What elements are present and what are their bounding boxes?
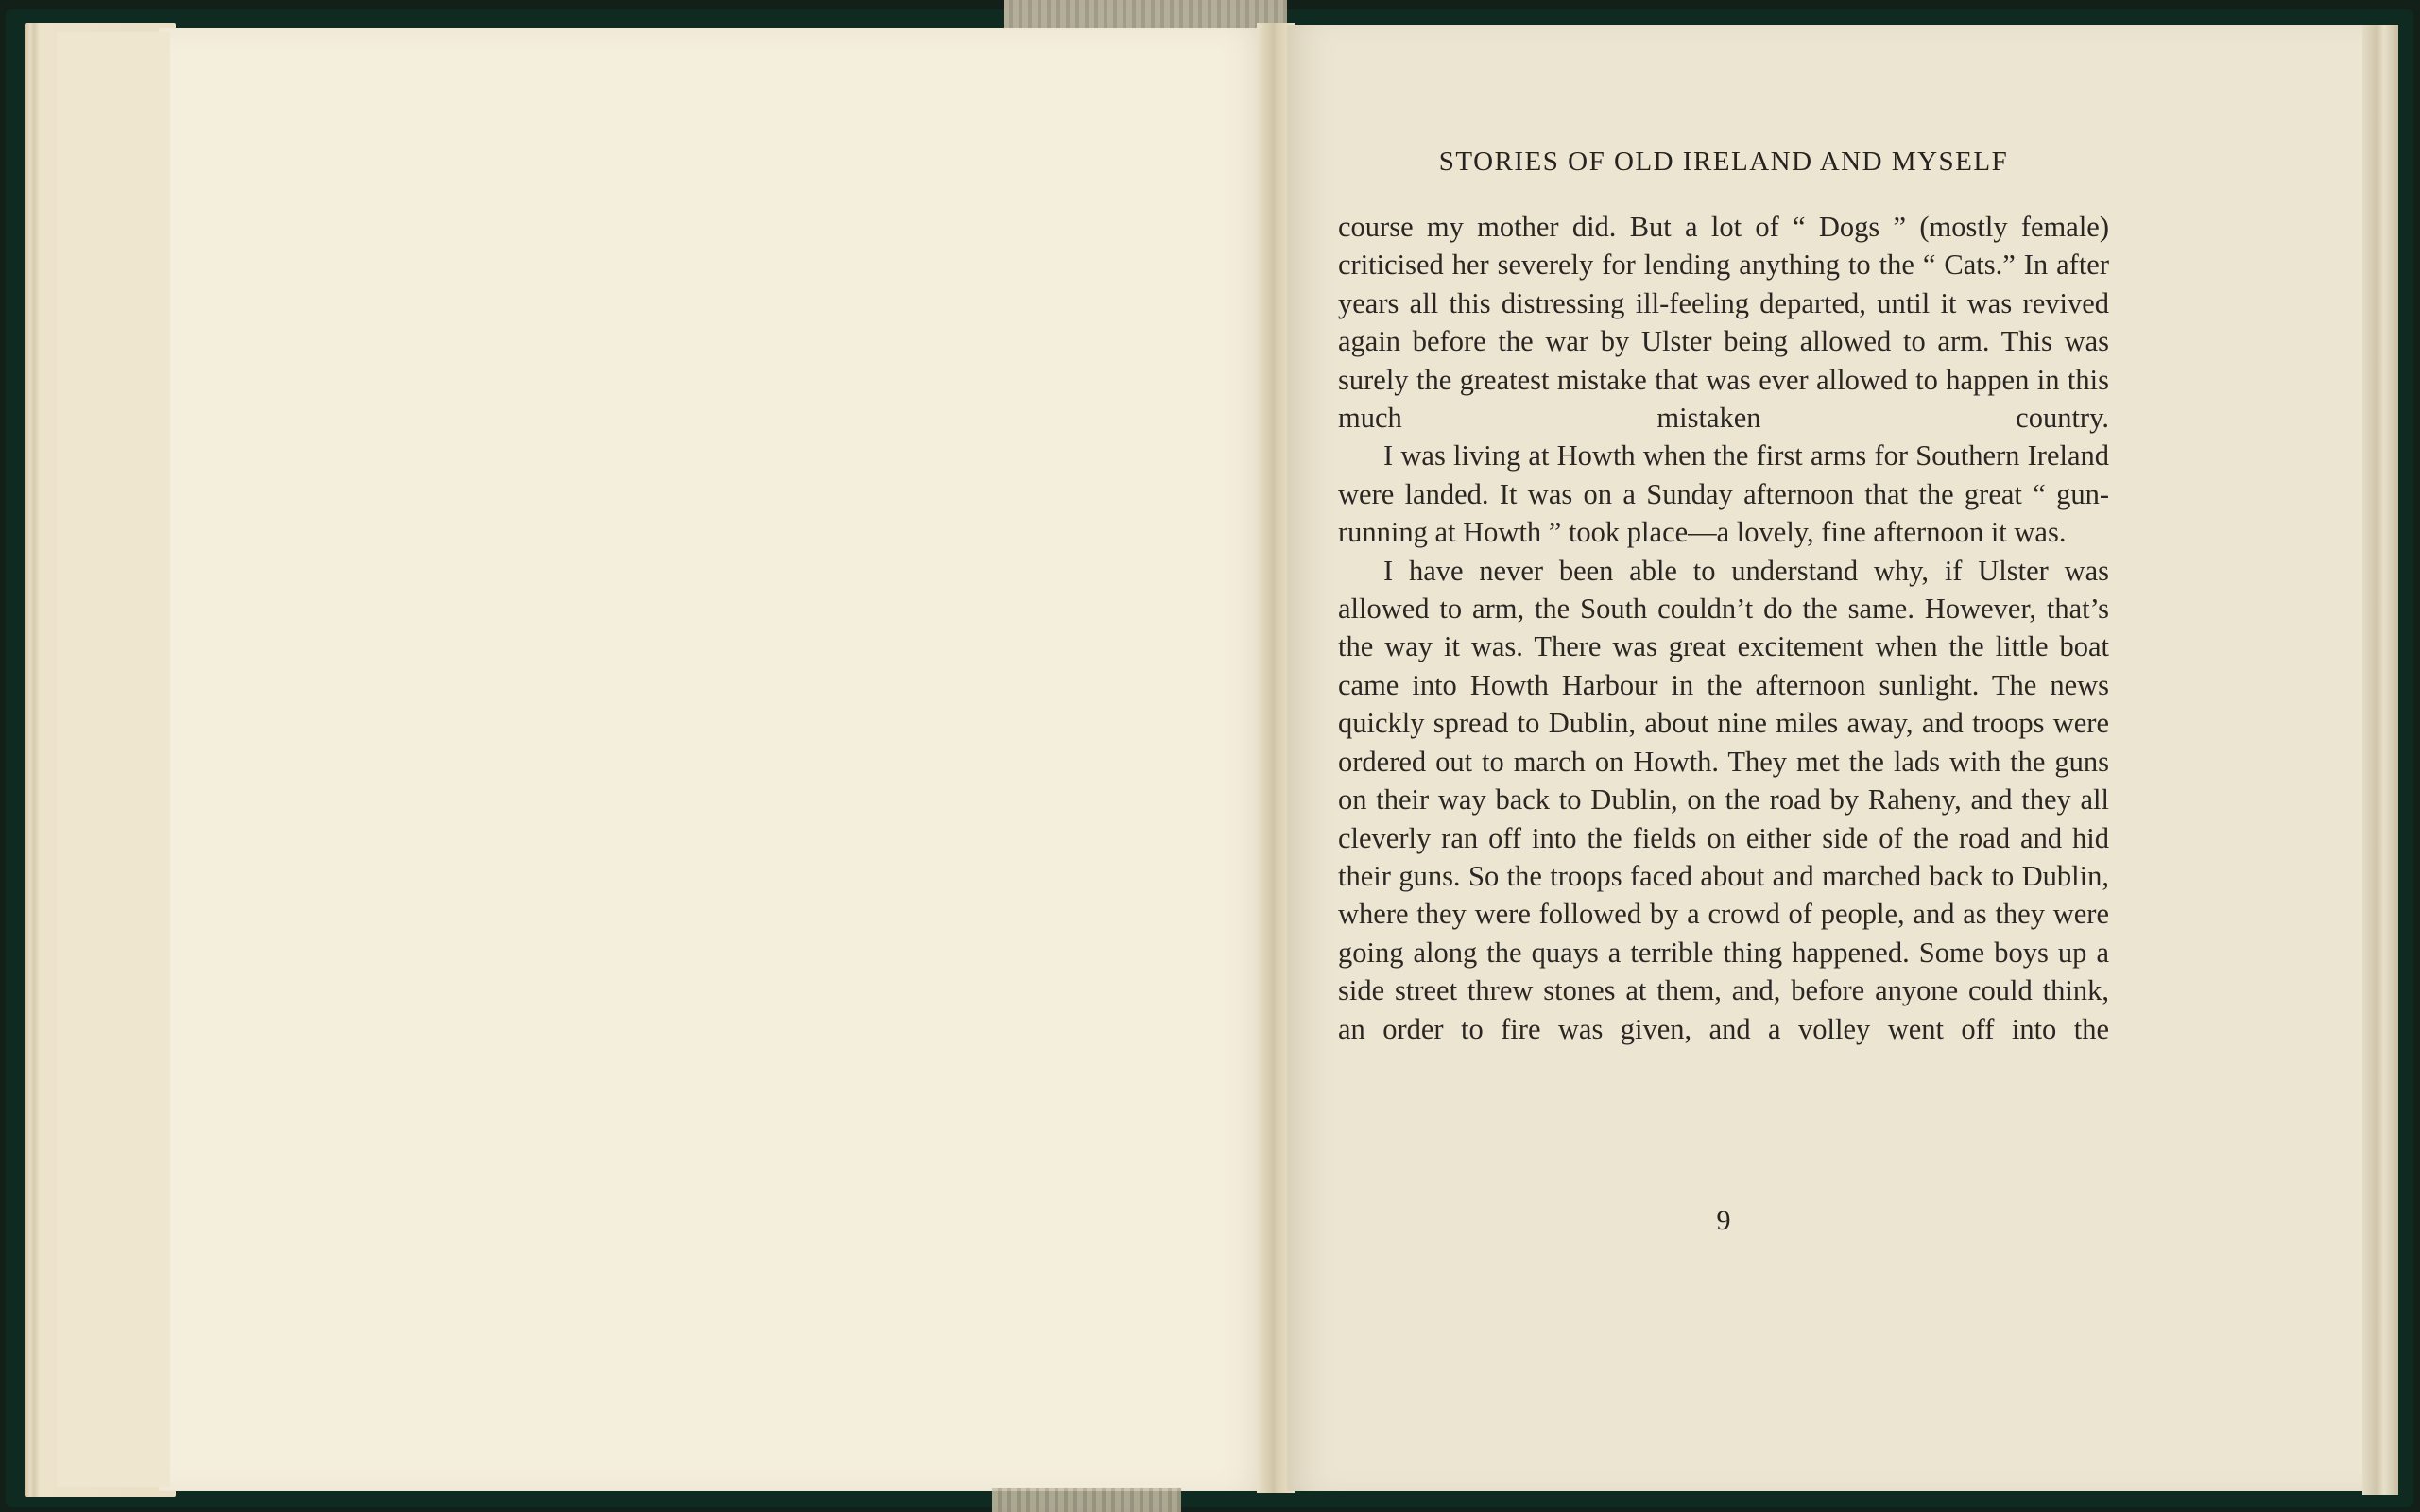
right-page-edges (2362, 25, 2398, 1495)
page-number: 9 (1716, 1205, 1731, 1236)
tailband (992, 1488, 1181, 1512)
paragraph-2: I was living at Howth when the first arms for Southern Ireland were landed. It was on a Sunday afternoon that the great “ gun-running at Howth ” took place—a lovely, fine afternoon it was. (1338, 439, 2109, 549)
paragraph-3: I have never been able to understand why, if Ulster was allowed to arm, the South couldn’t do the same. However, that’s the way it was. There was great excitement when the little boat came into Howth Harbour in the afternoon sunlight. The news quickly spread to Dublin, about nine miles away, and troops were ordered out to march on Howth. They met the lads with the guns on their way back to Dublin, on the road by Raheny, and they all cleverly ran off into the fields on either side of the road and hid their guns. So the troops faced about and marched back to Dublin, where they were followed by a crowd of people, and as they were going along the quays a terrible thing happened. Some boys up a side street threw stones at them, and, before anyone could think, an order to fire was given, and a volley went off into the (1338, 554, 2109, 1045)
headband (1004, 0, 1287, 28)
left-page-blank (159, 28, 1274, 1491)
body-text (1338, 208, 2109, 1048)
running-head: STORIES OF OLD IRELAND AND MYSELF (1438, 146, 2009, 177)
paragraph-1: course my mother did. But a lot of “ Dogs ” (mostly female) criticised her severely for lending anything to the “ Cats.” In after years all this distressing ill-feeling departed, until it was revived again before the war by Ulster being allowed to arm. This was surely the greatest mistake that was ever allowed to happen in this much mistaken country. (1338, 211, 2109, 435)
left-page-inner-edge (57, 32, 170, 1487)
